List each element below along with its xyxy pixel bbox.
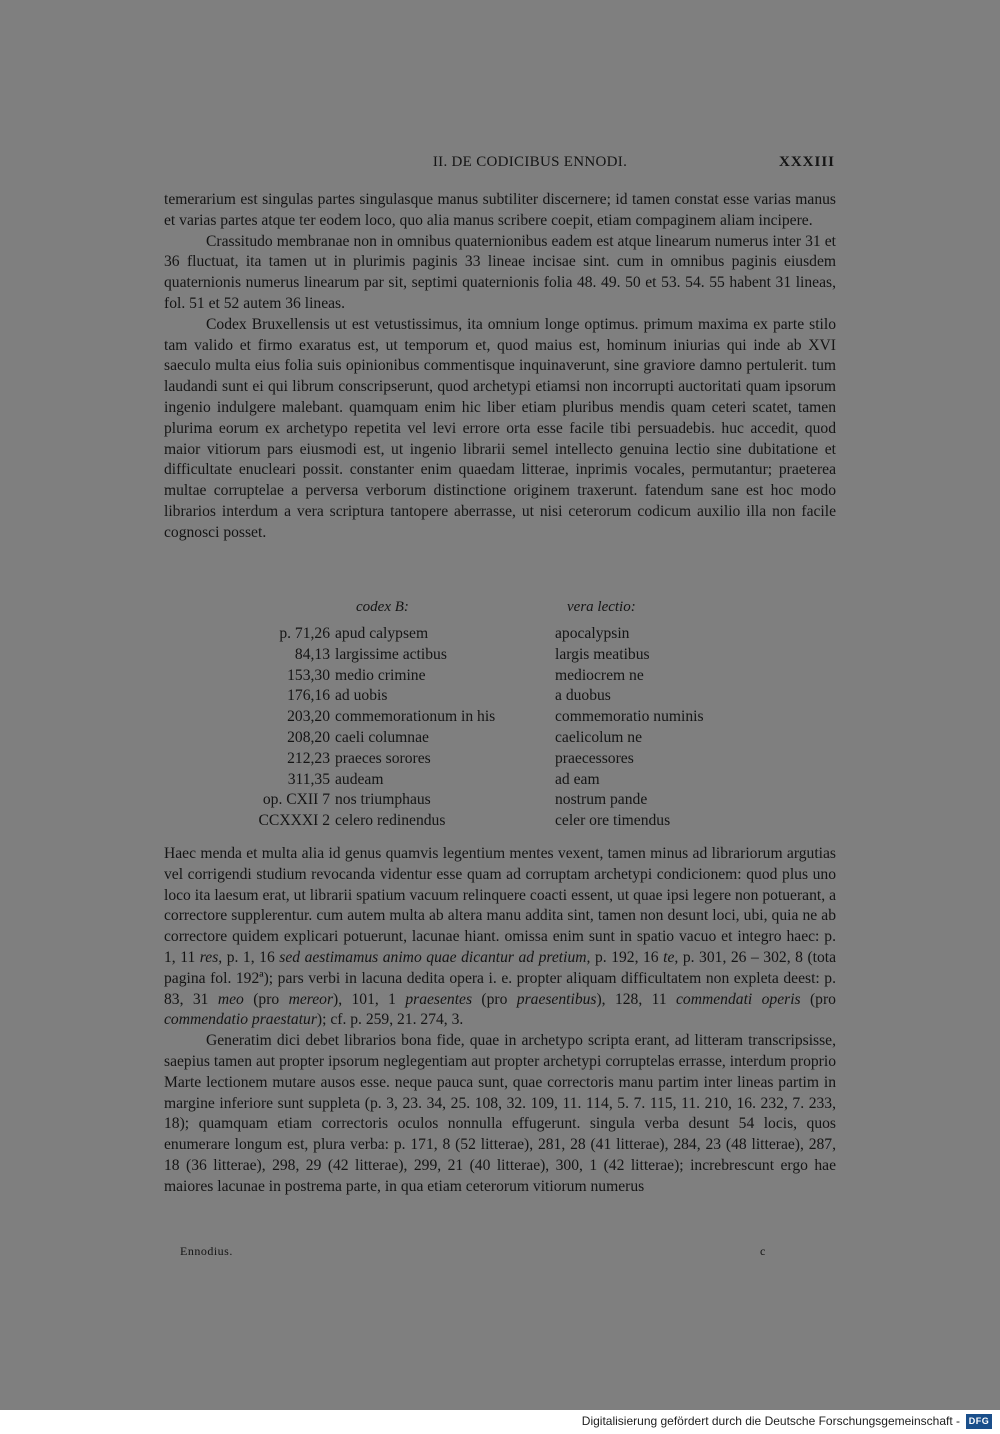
row-reference: p. 71,26 xyxy=(279,625,330,642)
row-codex-reading: caeli columnae xyxy=(335,728,429,746)
text-run: p. 1, 16 xyxy=(226,948,275,966)
italic-run: meo xyxy=(217,990,244,1008)
italic-run: mereor xyxy=(288,990,334,1008)
row-true-reading: celer ore timendus xyxy=(555,812,671,830)
row-reference: op. CXII 7 xyxy=(262,791,330,809)
text-run: Haec menda et multa alia id genus quamvis legentium mentes vexent, tamen minus ad librariorum argutias vel corrigendi studium revocanda videntur esse quam ad corruptam archetypi condicionem: quod plus uno loco ita laesum erat, ut librarii spatium vacuum relinquere coacti essent, ut quae ipsi legere non potuerant, a correctore supplerentur. cum autem multa ab altera manu addita sint, tamen non desunt loci, ubi, quia ne ab correctore quidem explicari potuerunt, lacunae hiant. omissa enim sunt in spatio vacuo et integro haec: p. 1, 11 xyxy=(164,845,836,966)
text-run: p. 192, 16 xyxy=(594,948,659,966)
row-true-reading: apocalypsin xyxy=(555,625,630,642)
table-row xyxy=(240,728,704,749)
row-codex-reading: nos triumphaus xyxy=(335,791,431,809)
text-run: p. 301, 26 – 302, 8 (tota pagina fol. 192ª); pars verbi in lacuna dedita opera i. e. propter aliquam difficultatem non expleta deest: p. 83, 31 xyxy=(164,948,837,1008)
table-row xyxy=(240,790,704,811)
running-head-title: II. DE CODICIBUS ENNODI. xyxy=(432,154,628,170)
row-reference: 212,23 xyxy=(287,749,330,767)
row-codex-reading: largissime actibus xyxy=(335,645,447,663)
italic-run: te, xyxy=(663,948,679,966)
row-true-reading: ad eam xyxy=(555,770,600,788)
text-run: ), 128, 11 xyxy=(596,990,667,1008)
row-true-reading: commemoratio numinis xyxy=(555,708,704,726)
row-codex-reading: medio crimine xyxy=(335,666,426,684)
table-row xyxy=(240,811,704,832)
row-reference: CCXXXI 2 xyxy=(258,812,330,830)
paragraph: Crassitudo membranae non in omnibus quaternionibus eadem est atque linearum numerus inter 31 et 36 fluctuat, ita tamen ut in plurimis paginis 33 lineae incisae sint. cum in omnibus paginis eiusdem quaternionis numerus linearum par sit, septimi quaternionis folia 48. 49. 50 et 53. 54. 55 habent 31 lineas, fol. 51 et 52 autem 36 lineas. xyxy=(164,232,836,312)
italic-run: commendatio praestatur xyxy=(164,1011,317,1029)
italic-run: res, xyxy=(199,948,223,966)
row-reference: 153,30 xyxy=(287,666,330,684)
text-run: (pro xyxy=(253,990,280,1008)
funding-footer xyxy=(0,1410,1000,1434)
italic-run: praesentibus xyxy=(516,990,597,1008)
signature-mark: c xyxy=(760,1244,766,1258)
row-codex-reading: praeces sorores xyxy=(335,749,431,767)
signature-line xyxy=(180,1244,780,1262)
table-row xyxy=(240,624,704,645)
text-run: ); cf. p. 259, 21. 274, 3. xyxy=(316,1011,464,1029)
row-codex-reading: apud calypsem xyxy=(335,625,429,642)
row-reference: 311,35 xyxy=(287,770,330,788)
table-row xyxy=(240,707,704,728)
body-text-top xyxy=(164,190,836,544)
row-reference: 176,16 xyxy=(287,687,330,705)
text-run: (pro xyxy=(809,990,836,1008)
text-run: ), 101, 1 xyxy=(333,990,396,1008)
row-codex-reading: ad uobis xyxy=(335,687,388,705)
row-reference: 84,13 xyxy=(294,645,330,663)
table-row xyxy=(240,666,704,687)
italic-run: commendati operis xyxy=(676,990,801,1008)
page-number: XXXIII xyxy=(778,154,835,170)
row-codex-reading: audeam xyxy=(335,770,384,788)
table-row xyxy=(240,686,704,707)
body-text-bottom xyxy=(164,844,836,1198)
table-row xyxy=(240,770,704,791)
row-true-reading: largis meatibus xyxy=(555,645,650,663)
row-codex-reading: celero redinendus xyxy=(335,812,446,830)
row-true-reading: praecessores xyxy=(555,749,634,767)
paragraph xyxy=(164,844,836,1031)
running-head xyxy=(165,154,835,176)
italic-run: sed aestimamus animo quae dicantur ad pretium, xyxy=(279,948,591,966)
funding-notice: Digitalisierung gefördert durch die Deutsche Forschungsgemeinschaft - xyxy=(581,1414,960,1428)
row-reference: 208,20 xyxy=(287,728,330,746)
paragraph: Generatim dici debet librarios bona fide, quae in archetypo scripta erant, ad litteram transcripsisse, saepius tamen aut propter ipsorum neglegentiam aut propter archetypi corruptelas errasse, interdum proprio Marte lectionem mutare ausos esse. neque pauca sunt, quae correctoris manu partim inter lineas partim in margine inferiore sunt suppleta (p. 3, 23. 34, 25. 108, 32. 109, 11. 114, 5. 7. 115, 11. 210, 16. 232, 7. 233, 18); quamquam etiam correctoris oculos nonnulla effugerunt. singula verba desunt 54 locis, quos enumerare longum est, plura verba: p. 171, 8 (52 litterae), 281, 28 (41 litterae), 284, 23 (48 litterae), 287, 18 (36 litterae), 298, 29 (42 litterae), 299, 21 (40 litterae), 300, 1 (42 litterae); increbrescunt ergo hae maiores lacunae in postrema parte, in qua etiam ceterorum vitiorum numerus xyxy=(164,1032,836,1195)
row-true-reading: nostrum pande xyxy=(555,791,648,809)
dfg-logo-icon: DFG xyxy=(966,1414,992,1429)
row-true-reading: caelicolum ne xyxy=(555,728,643,746)
row-codex-reading: commemorationum in his xyxy=(335,708,496,726)
italic-run: praesentes xyxy=(405,990,473,1008)
table-row xyxy=(240,749,704,770)
row-true-reading: mediocrem ne xyxy=(555,666,644,684)
row-true-reading: a duobus xyxy=(555,687,611,705)
row-reference: 203,20 xyxy=(287,708,330,726)
paragraph: temerarium est singulas partes singulasque manus subtiliter discernere; id tamen constat esse varias manus et varias partes atque ter eodem loco, quo alia manus scribere coepit, etiam compaginem aliam incipere. xyxy=(164,191,836,229)
table-row xyxy=(240,645,704,666)
corrections-table xyxy=(240,624,704,832)
signature-name: Ennodius. xyxy=(180,1244,233,1258)
paragraph: Codex Bruxellensis ut est vetustissimus, ita omnium longe optimus. primum maxima ex parte stilo tam valido et firmo exaratus est, ut temporum et, quod maius est, hominum iniurias qui inde ab XVI saeculo multa eius folia suis opinionibus commentisque inquinaverunt, sine graviore damno pertulerit. tum laudandi sunt ei qui librum conscripserunt, quod archetypi etiamsi non incorrupti auctoritati quam ipsorum ingenio indulgere malebant. quamquam enim hic liber etiam pluribus mendis quam ceteri scatet, tamen plurima eorum ex archetypo repetita vel levi errore orta esse facile tibi persuadebis. huc accedit, quod maior vitiorum pars eiusmodi est, ut ingenio librarii semel intellecto genuina lectio sine dubitatione et difficultate enucleari possit. constanter enim quaedam litterae, inprimis vocales, permutantur; praeterea multae corruptelae a perversa verborum distinctione originem traxerunt. fatendum sane est hoc modo librarios interdum a vera scriptura tantopere aberrasse, ut nisi ceterorum codicum auxilio illa non facile cognosci posset. xyxy=(164,315,836,541)
table-header-codex: codex B: xyxy=(356,599,409,615)
text-run: (pro xyxy=(481,990,508,1008)
table-header-vera: vera lectio: xyxy=(567,599,636,615)
